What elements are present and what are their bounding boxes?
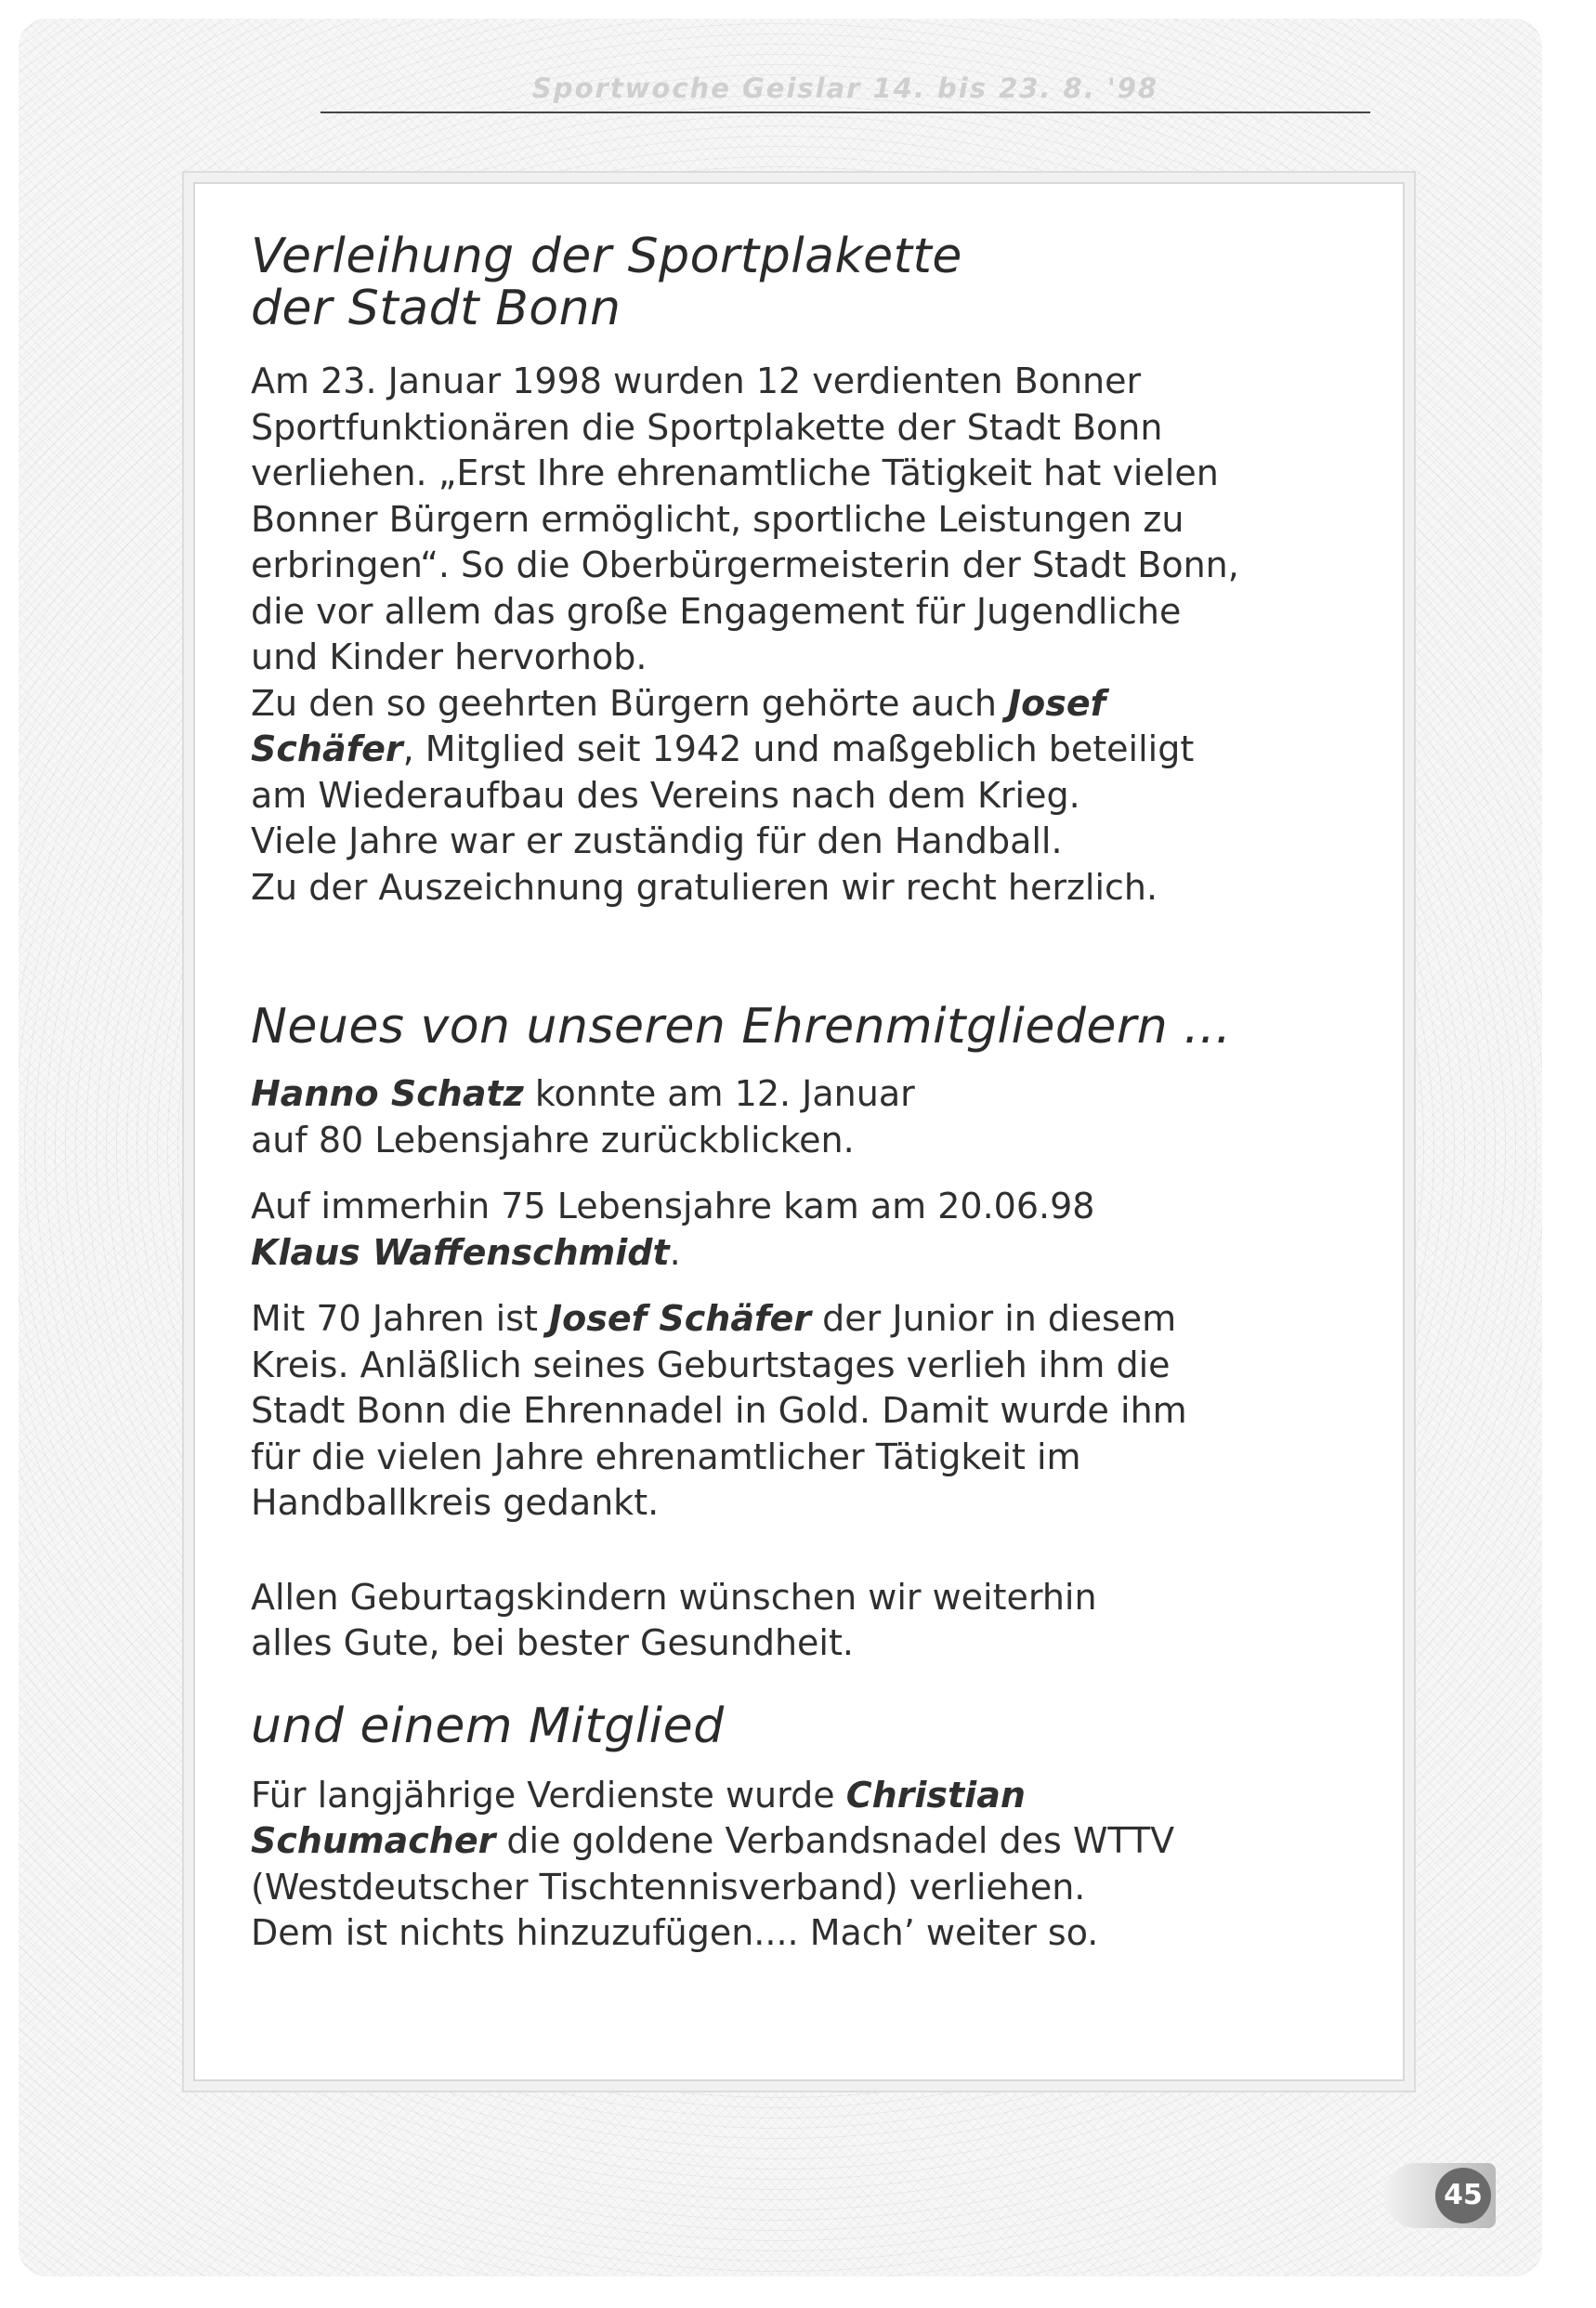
text-fragment: . — [669, 1231, 681, 1273]
article-content — [251, 230, 1356, 1957]
text-line: Allen Geburtagskindern wünschen wir weiterhin — [251, 1576, 1097, 1618]
person-name: Schumacher — [251, 1820, 496, 1861]
text-fragment: Zu den so geehrten Bürgern gehörte auch — [251, 682, 1008, 724]
text-fragment: die goldene Verbandsnadel des WTTV — [495, 1820, 1175, 1861]
entry-klaus-waffenschmidt — [251, 1184, 1356, 1276]
text-line: Sportfunktionären die Sportplakette der Stadt Bonn — [251, 406, 1163, 448]
paragraph-schumacher — [251, 1773, 1356, 1957]
paragraph-award — [251, 359, 1356, 681]
text-line: Zu der Auszeichnung gratulieren wir recht herzlich. — [251, 866, 1158, 908]
person-name: Josef Schäfer — [549, 1298, 812, 1339]
text-fragment: der Junior in diesem — [811, 1298, 1177, 1339]
person-name: Josef — [1007, 682, 1106, 724]
person-name: Christian — [845, 1774, 1026, 1816]
paragraph-josef — [251, 681, 1356, 911]
text-line: alles Gute, bei bester Gesundheit. — [251, 1622, 854, 1663]
running-header: Sportwoche Geislar 14. bis 23. 8. '98 — [531, 72, 1159, 104]
text-line: und Kinder hervorhob. — [251, 636, 648, 677]
page-number: 45 — [1435, 2168, 1491, 2223]
text-line: Handballkreis gedankt. — [251, 1482, 660, 1523]
title-line: der Stadt Bonn — [251, 281, 621, 336]
entry-josef-schaefer — [251, 1296, 1356, 1527]
person-name: Hanno Schatz — [251, 1073, 524, 1114]
text-line: Dem ist nichts hinzuzufügen.... Mach’ weiter so. — [251, 1912, 1099, 1953]
entry-hanno-schatz — [251, 1071, 1356, 1163]
section-title-ehrenmitglieder: Neues von unseren Ehrenmitgliedern ... — [251, 999, 1232, 1055]
header-rule — [321, 111, 1370, 113]
text-line: die vor allem das große Engagement für Jugendliche — [251, 590, 1182, 632]
text-fragment: , Mitglied seit 1942 und maßgeblich beteiligt — [402, 728, 1195, 769]
text-line: Bonner Bürgern ermöglicht, sportliche Leistungen zu — [251, 498, 1184, 540]
text-fragment: konnte am 12. Januar — [523, 1073, 915, 1114]
person-name: Schäfer — [251, 728, 403, 769]
section-title-sportplakette — [251, 230, 1356, 334]
text-line: für die vielen Jahre ehrenamtlicher Tätigkeit im — [251, 1436, 1081, 1477]
text-line: verliehen. „Erst Ihre ehrenamtliche Tätigkeit hat vielen — [251, 452, 1219, 493]
text-line: Am 23. Januar 1998 wurden 12 verdienten Bonner — [251, 361, 1142, 401]
closing-wishes — [251, 1575, 1356, 1667]
section-title-mitglied: und einem Mitglied — [251, 1698, 725, 1754]
text-line: Viele Jahre war er zuständig für den Handball. — [251, 820, 1063, 861]
text-line: Auf immerhin 75 Lebensjahre kam am 20.06.98 — [251, 1186, 1095, 1226]
text-line: erbringen“. So die Oberbürgermeisterin der Stadt Bonn, — [251, 544, 1239, 585]
title-line: Verleihung der Sportplakette — [251, 229, 962, 284]
text-line: Stadt Bonn die Ehrennadel in Gold. Damit wurde ihm — [251, 1390, 1187, 1431]
text-line: (Westdeutscher Tischtennisverband) verliehen. — [251, 1866, 1086, 1908]
text-fragment: Für langjährige Verdienste wurde — [251, 1774, 846, 1816]
text-line: am Wiederaufbau des Vereins nach dem Krieg. — [251, 774, 1080, 816]
person-name: Klaus Waffenschmidt — [251, 1231, 670, 1273]
text-line: auf 80 Lebensjahre zurückblicken. — [251, 1119, 855, 1161]
text-fragment: Mit 70 Jahren ist — [251, 1298, 549, 1339]
text-line: Kreis. Anläßlich seines Geburtstages verlieh ihm die — [251, 1344, 1171, 1385]
